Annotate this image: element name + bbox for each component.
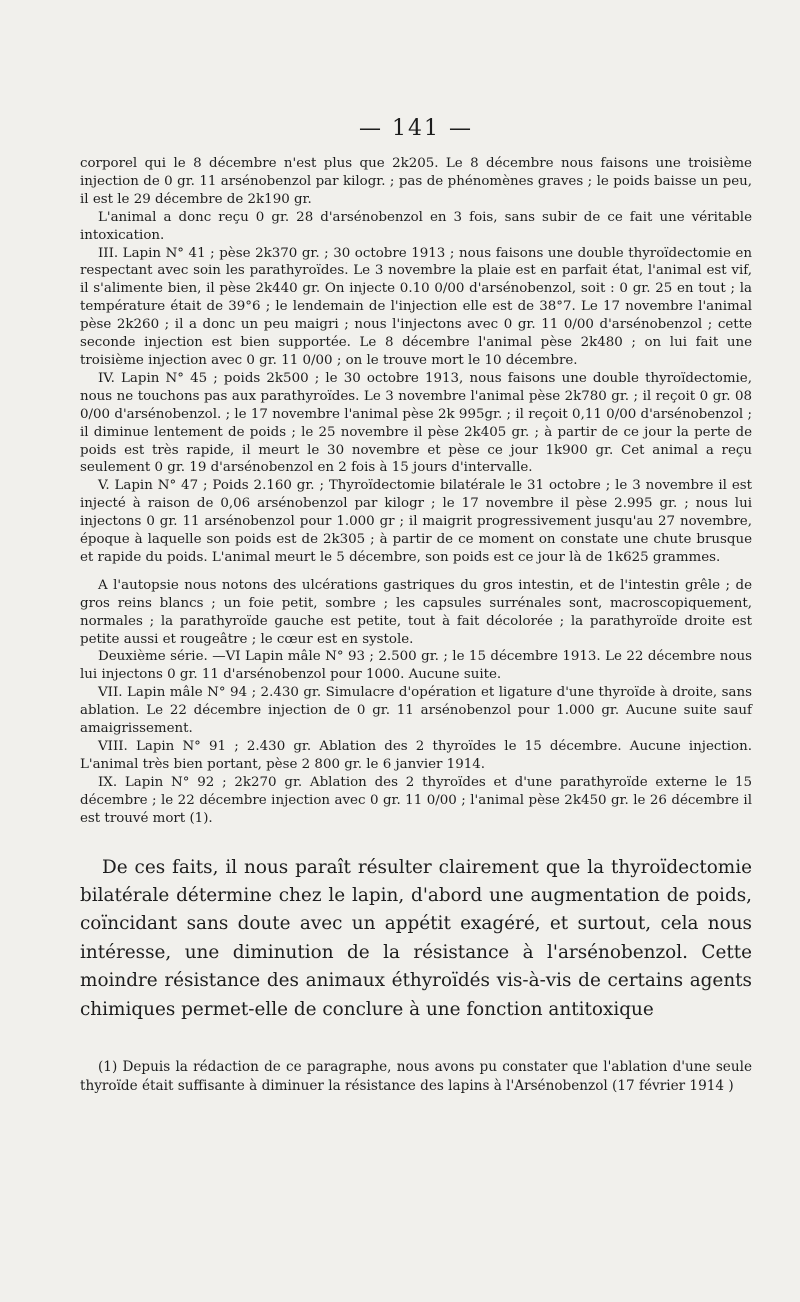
paragraph-series-2-vi: Deuxième série. —VI Lapin mâle N° 93 ; 2.500 gr. ; le 15 décembre 1913. Le 22 décembre nous lui injectons 0 gr. 11 d'arsénobenzol pour 1000. Aucune suite. (80, 649, 752, 683)
paragraph-experiment-vii: VII. Lapin mâle N° 94 ; 2.430 gr. Simulacre d'opération et ligature d'une thyroïde à droite, sans ablation. Le 22 décembre injection de 0 gr. 11 arsénobenzol pour 1.000 gr. Aucune suite sauf amaigrissement. (80, 685, 752, 737)
paragraph-summary: L'animal a donc reçu 0 gr. 28 d'arsénobenzol en 3 fois, sans subir de ce fait une véritable intoxication. (80, 209, 752, 243)
conclusion-text (80, 854, 752, 1024)
experiment-notes (80, 155, 752, 828)
page-number: — 141 — (359, 116, 473, 141)
paragraph-continuation: corporel qui le 8 décembre n'est plus que 2k205. Le 8 décembre nous faisons une troisième injection de 0 gr. 11 arsénobenzol par kilogr. ; pas de phénomènes graves ; le poids baisse un peu, il est le 29 décembre de 2k190 gr. (80, 156, 752, 207)
footnote-text: (1) Depuis la rédaction de ce paragraphe, nous avons pu constater que l'ablation d'une seule thyroïde était suffisante à diminuer la résistance des lapins à l'Arsénobenzol (17 février 1914 ) (80, 1058, 752, 1094)
paragraph-experiment-iii: III. Lapin N° 41 ; pèse 2k370 gr. ; 30 octobre 1913 ; nous faisons une double thyroïdectomie en respectant avec soin les parathyroïdes. Le 3 novembre la plaie est en parfait état, l'animal est vif, il s'alimente bien, il pèse 2k440 gr. On injecte 0.10 0/00 d'arsénobenzol, soit : 0 gr. 25 en tout ; la température était de 39°6 ; le lendemain de l'injection elle est de 38°7. Le 17 novembre l'animal pèse 2k260 ; il a donc un peu maigri ; nous l'injectons avec 0 gr. 11 0/00 d'arsénobenzol ; cette seconde injection est bien supportée. Le 8 décembre l'animal pèse 2k480 ; on lui fait une troisième injection avec 0 gr. 11 0/00 ; on le trouve mort le 10 décembre. (80, 245, 752, 368)
paragraph-experiment-v: V. Lapin N° 47 ; Poids 2.160 gr. ; Thyroïdectomie bilatérale le 31 octobre ; le 3 novembre il est injecté à raison de 0,06 arsénobenzol par kilogr ; le 17 novembre il pèse 2.995 gr. ; nous lui injectons 0 gr. 11 arsénobenzol pour 1.000 gr ; il maigrit progressivement jusqu'au 27 novembre, époque à laquelle son poids est de 2k305 ; à partir de ce moment on constate une chute brusque et rapide du poids. L'animal meurt le 5 décembre, son poids est ce jour là de 1k625 grammes. (80, 478, 752, 565)
paragraph-experiment-viii: VIII. Lapin N° 91 ; 2.430 gr. Ablation des 2 thyroïdes le 15 décembre. Aucune injection. L'animal très bien portant, pèse 2 800 gr. le 6 janvier 1914. (80, 739, 752, 772)
paragraph-conclusion: De ces faits, il nous paraît résulter clairement que la thyroïdectomie bilatérale détermine chez le lapin, d'abord une augmentation de poids, coïncidant sans doute avec un appétit exagéré, et surtout, cela nous intéresse, une diminution de la résistance à l'arsénobenzol. Cette moindre résistance des animaux éthyroïdés vis-à-vis de certains agents chimiques permet-elle de conclure à une fonction antitoxique (80, 856, 752, 1020)
paragraph-autopsy: A l'autopsie nous notons des ulcérations gastriques du gros intestin, et de l'intestin grêle ; de gros reins blancs ; un foie petit, sombre ; les capsules surrénales sont, macroscopiquement, normales ; la parathyroïde gauche est petite, tout à fait décolorée ; la parathyroïde droite est petite aussi et rougeâtre ; le cœur est en systole. (80, 577, 752, 647)
paragraph-experiment-iv: IV. Lapin N° 45 ; poids 2k500 ; le 30 octobre 1913, nous faisons une double thyroïdectomie, nous ne touchons pas aux parathyroïdes. Le 3 novembre l'animal pèse 2k780 gr. ; il reçoit 0 gr. 08 0/00 d'arsénobenzol. ; le 17 novembre l'animal pèse 2k 995gr. ; il reçoit 0,11 0/00 d'arsénobenzol ; il diminue lentement de poids ; le 25 novembre il pèse 2k405 gr. ; à partir de ce jour la perte de poids est très rapide, il meurt le 30 novembre et pèse ce jour 1k900 gr. Cet animal a reçu seulement 0 gr. 19 d'arsénobenzol en 2 fois à 15 jours d'intervalle. (80, 370, 752, 476)
paragraph-experiment-ix: IX. Lapin N° 92 ; 2k270 gr. Ablation des 2 thyroïdes et d'une parathyroïde externe le 15 décembre ; le 22 décembre injection avec 0 gr. 11 0/00 ; l'animal pèse 2k450 gr. le 26 décembre il est trouvé mort (1). (80, 774, 752, 826)
footnote (80, 1058, 752, 1096)
